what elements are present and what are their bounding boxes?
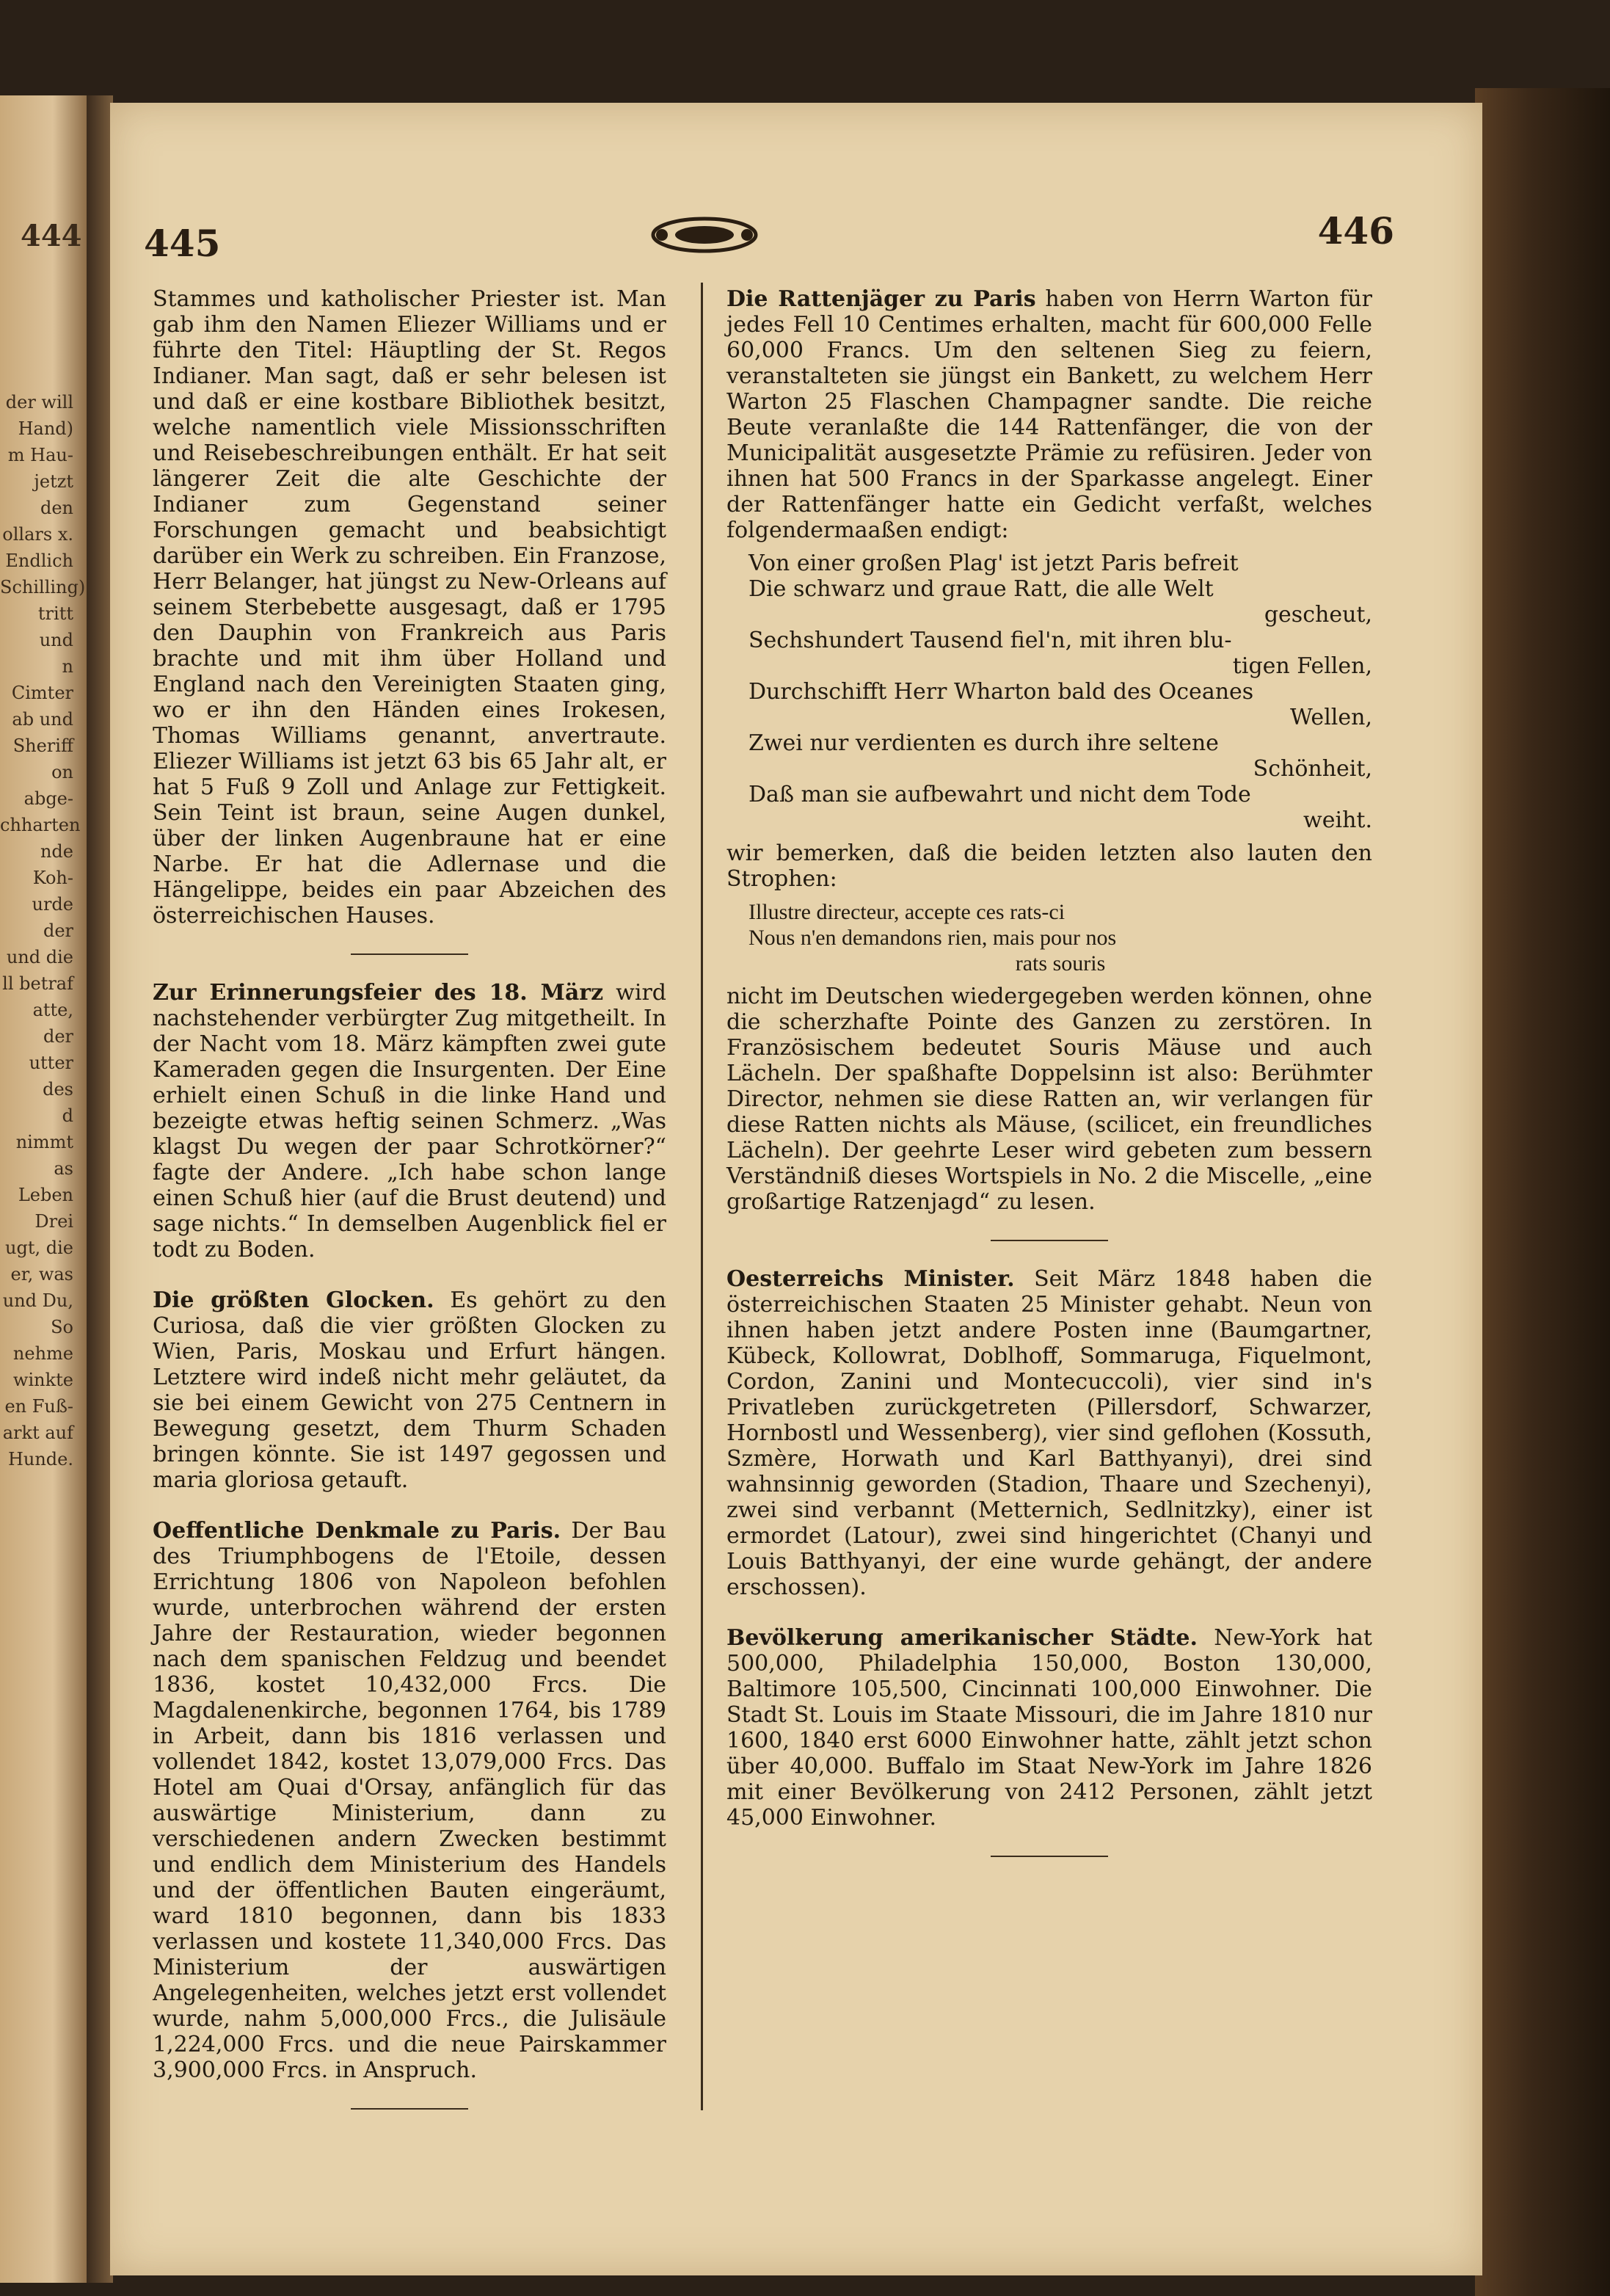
article-body-tail: nicht im Deutschen wiedergegeben werden können, ohne die scherzhafte Pointe des Ganzen zu zerstören. In Französischem bedeutet Souris Mäuse und auch Lächeln. Der spaßhafte Doppelsinn ist also: Berühmter Director, nehmen sie diese Ratten an, wir verlangen für diese Ratten nichts als Mäuse, (scilicet, ein freundliches Lächeln). Der geehrte Leser wird gebeten zum bessern Verständniß dieses Wortspiels in No. 2 die Miscelle, „eine großartige Ratzenjagd“ zu lesen. (726, 984, 1372, 1215)
right-page-number: 446 (1317, 209, 1394, 253)
poem-line-continuation: Wellen, (1290, 705, 1372, 730)
previous-page-fragment: der will (5, 392, 73, 413)
article-separator (351, 953, 468, 955)
article-separator (991, 1856, 1108, 1857)
poem-line: Die schwarz und graue Ratt, die alle Welt (748, 576, 1214, 602)
previous-page-fragment: und die (6, 947, 73, 967)
poem-line-continuation: gescheut, (1264, 602, 1372, 628)
previous-page-fragment: ab und (12, 709, 73, 730)
previous-page-edge (0, 95, 88, 2283)
left-page-number: 445 (144, 222, 221, 265)
article-body: New-York hat 500,000, Philadelphia 150,000, Boston 130,000, Baltimore 105,500, Cincinnati 100,000 Einwohner. Die Stadt St. Louis im Staate Missouri, die im Jahre 1810 nur 1600, 1840 erst 6000 Einwohner hatte, zählt jetzt schon über 40,000. Buffalo im Staat New-York im Jahre 1826 mit einer Bevölkerung von 2412 Personen, zählt jetzt 45,000 Einwohner. (726, 1625, 1372, 1831)
previous-page-fragment: arkt auf (2, 1423, 73, 1443)
previous-page-fragment: jetzt den (34, 471, 73, 518)
poem-line: Zwei nur verdienten es durch ihre seltene (748, 730, 1219, 756)
poem-line: Daß man sie aufbewahrt und nicht dem Tode (748, 782, 1251, 807)
latin-line: Illustre directeur, accepte ces rats-ci (748, 900, 1066, 924)
article-heading: Die größten Glocken. (153, 1287, 434, 1313)
poem-line-continuation: weiht. (1303, 807, 1372, 833)
previous-page-fragment: chharten (0, 815, 81, 835)
latin-verse (748, 899, 1372, 976)
previous-page-fragment: Sheriff (12, 735, 73, 756)
page-header (110, 103, 1482, 279)
article-separator (351, 2108, 468, 2110)
article-heading: Oesterreichs Minister. (726, 1266, 1015, 1292)
previous-page-fragment: tritt und (37, 603, 73, 650)
previous-page-fragment: er, was (10, 1264, 73, 1285)
left-column (153, 286, 666, 2135)
article-minister (726, 1266, 1372, 1600)
previous-page-fragment: on abge- (23, 762, 73, 809)
previous-page-fragment: d nimmt (15, 1105, 73, 1152)
ornament-icon (646, 213, 763, 257)
article-body: Seit März 1848 haben die österreichischen Staaten 25 Minister gehabt. Neun von ihnen haben jetzt andere Posten inne (Baumgartner, Kübeck, Kollowrat, Doblhoff, Sommaruga, Fiquelmont, Cordon, Zanini und Montecuccoli), vier sind in's Privatleben zurückgetreten (Pillersdorf, Schwarzer, Hornbostl und Wessenberg), vier sind geflohen (Kossuth, Szmère, Horwath und Karl Batthyanyi), drei sind wahnsinnig geworden (Stadion, Thaare und Szechenyi), zwei sind verbannt (Metternich, Sedlnitzky), einer ist ermordet (Latour), zwei sind hingerichtet (Chanyi und Louis Batthyanyi, der eine wurde gehängt, der andere erschossen). (726, 1266, 1372, 1600)
previous-page-fragment: winkte (12, 1370, 73, 1390)
previous-page-fragment: utter des (29, 1053, 73, 1100)
previous-page-number: 444 (21, 219, 82, 253)
previous-page-fragment: n Cimter (11, 656, 73, 703)
previous-page-fragment: m Hau- (7, 445, 73, 465)
article-body-mid: wir bemerken, daß die beiden letzten also lauten den Strophen: (726, 840, 1372, 892)
poem (748, 551, 1372, 833)
poem-line: Durchschifft Herr Wharton bald des Oceanes (748, 679, 1254, 705)
article-rattenjaeger (726, 286, 1372, 1215)
latin-line-continuation: rats souris (1015, 951, 1106, 976)
previous-page-fragment: So nehme (12, 1317, 73, 1364)
book-gutter (87, 95, 113, 2283)
article-body: haben von Herrn Warton für jedes Fell 10 Centimes erhalten, macht für 600,000 Felle 60,000 Francs. Um den seltenen Sieg zu feiern, veranstalteten sie jüngst ein Bankett, zu welchem Herr Warton 25 Flaschen Champagner sandte. Die reiche Beute veranlaßte die 144 Rattenfänger, die von der Municipalität ausgesetzte Prämie zu refüsiren. Jeder von ihnen hat 500 Francs in der Sparkasse angelegt. Einer der Rattenfänger hatte ein Gedicht verfaßt, welches folgendermaaßen endigt: (726, 286, 1372, 543)
article-heading: Bevölkerung amerikanischer Städte. (726, 1625, 1198, 1651)
article-body: wird nachstehender verbürgter Zug mitgetheilt. In der Nacht vom 18. März kämpften zwei gute Kameraden gegen die Insurgenten. Der Eine erhielt einen Schuß in die linke Hand und bezeigte etwas heftig seinen Schmerz. „Was klagst Du wegen der paar Schrotkörner?“ fagte der Andere. „Ich habe schon lange einen Schuß hier (auf die Brust deutend) und sage nichts.“ In demselben Augenblick fiel er todt zu Boden. (153, 980, 666, 1263)
article-williams (153, 286, 666, 929)
article-glocken (153, 1287, 666, 1493)
article-heading: Zur Erinnerungsfeier des 18. März (153, 980, 604, 1006)
previous-page-fragment: atte, der (32, 1000, 73, 1047)
article-separator (991, 1240, 1108, 1241)
book-page (110, 103, 1482, 2275)
previous-page-fragment: Schilling) (0, 577, 86, 597)
article-heading: Die Rattenjäger zu Paris (726, 286, 1036, 312)
column-rule (701, 283, 703, 2110)
article-bevoelkerung (726, 1625, 1372, 1831)
previous-page-fragment: ugt, die (5, 1238, 73, 1258)
previous-page-fragment: urde der (32, 894, 73, 941)
right-column (726, 286, 1372, 1882)
poem-line: Von einer großen Plag' ist jetzt Paris befreit (748, 551, 1239, 576)
previous-page-fragment: ollars x. (2, 524, 73, 545)
poem-line: Sechshundert Tausend fiel'n, mit ihren blu- (748, 628, 1232, 653)
book-cover-edge (1475, 88, 1610, 2296)
article-heading: Oeffentliche Denkmale zu Paris. (153, 1518, 561, 1544)
previous-page-fragment: Hunde. (7, 1449, 73, 1469)
previous-page-fragment: Drei (34, 1211, 73, 1232)
previous-page-fragment: und Du, (2, 1290, 73, 1311)
previous-page-fragment: en Fuß- (4, 1396, 73, 1417)
latin-line: Nous n'en demandons rien, mais pour nos (748, 926, 1117, 950)
article-body: Der Bau des Triumphbogens de l'Etoile, dessen Errichtung 1806 von Napoleon befohlen wurde, unterbrochen während der ersten Jahre der Restauration, wieder begonnen nach dem spanischen Feldzug und beendet 1836, kostet 10,432,000 Frcs. Die Magdalenenkirche, begonnen 1764, bis 1789 in Arbeit, dann bis 1816 verlassen und vollendet 1842, kostet 13,079,000 Frcs. Das Hotel am Quai d'Orsay, anfänglich für das auswärtige Ministerium, dann zu verschiedenen andern Zwecken bestimmt und endlich dem Ministerium des Handels und der öffentlichen Bauten eingeräumt, ward 1810 begonnen, dann bis 1833 verlassen und kostete 11,340,000 Frcs. Das Ministerium der auswärtigen Angelegenheiten, welches jetzt erst vollendet wurde, nahm 5,000,000 Frcs., die Julisäule 1,224,000 Frcs. und die neue Pairskammer 3,900,000 Frcs. in Anspruch. (153, 1518, 666, 2083)
article-18-maerz (153, 980, 666, 1263)
previous-page-fragment: ll betraf (2, 973, 73, 994)
poem-line-continuation: tigen Fellen, (1232, 653, 1372, 679)
previous-page-fragment: as Leben (18, 1158, 73, 1205)
previous-page-fragment: nde Koh- (32, 841, 73, 888)
previous-page-fragment: Endlich (5, 551, 73, 571)
article-denkmale (153, 1518, 666, 2083)
poem-line-continuation: Schönheit, (1253, 756, 1372, 782)
previous-page-fragments (0, 389, 86, 1472)
previous-page-fragment: Hand) (18, 418, 73, 439)
article-body: Stammes und katholischer Priester ist. Man gab ihm den Namen Eliezer Williams und er führte den Titel: Häuptling der St. Regos Indianer. Man sagt, daß er sehr belesen ist und daß er eine kostbare Bibliothek besitzt, welche namentlich viele Missionsschriften und Reisebeschreibungen enthält. Er hat seit längerer Zeit die alte Geschichte der Indianer zum Gegenstand seiner Forschungen gemacht und beabsichtigt darüber ein Werk zu schreiben. Ein Franzose, Herr Belanger, hat jüngst zu New-Orleans auf seinem Sterbebette ausgesagt, daß er 1795 den Dauphin von Frankreich aus Paris brachte und mit ihm über Holland und England nach den Vereinigten Staaten ging, wo er ihn den Händen eines Irokesen, Thomas Williams genannt, anvertraute. Eliezer Williams ist jetzt 63 bis 65 Jahr alt, er hat 5 Fuß 9 Zoll und Anlage zur Fettigkeit. Sein Teint ist braun, seine Augen dunkel, über der linken Augenbraune hat er eine Narbe. Er hat die Adlernase und die Hängelippe, beides ein paar Abzeichen des österreichischen Hauses. (153, 286, 666, 929)
article-body: Es gehört zu den Curiosa, daß die vier größten Glocken zu Wien, Paris, Moskau und Erfurt hängen. Letztere wird indeß nicht mehr geläutet, da sie bei einem Gewicht von 275 Centnern in Bewegung gesetzt, dem Thurm Schaden bringen könnte. Sie ist 1497 gegossen und maria gloriosa getauft. (153, 1287, 666, 1493)
